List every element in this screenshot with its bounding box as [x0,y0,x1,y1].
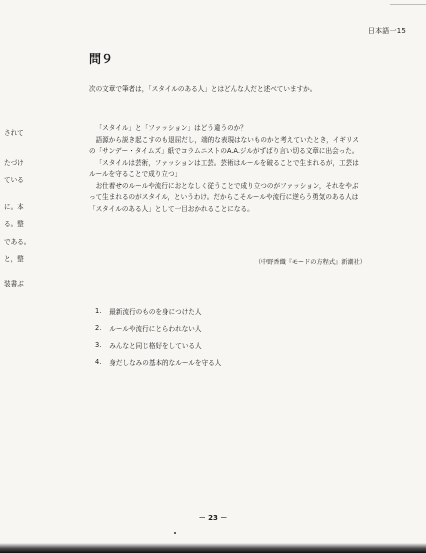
margin-fragment: である。 [4,238,31,246]
option-number: 3. [95,340,102,349]
option-number: 1. [95,306,102,315]
margin-fragment: と，整 [4,255,24,263]
answer-option[interactable] [95,336,221,353]
answer-option[interactable] [95,353,221,370]
margin-fragment: ている [4,176,24,184]
question-title: 問９ [89,52,114,66]
option-number: 4. [95,357,102,366]
option-text: ルールや流行にとらわれない人 [109,324,202,333]
margin-fragment: されて [4,129,24,137]
answer-options [95,302,221,370]
passage-source: （中野香織『モードの方程式』新潮社） [254,259,366,266]
passage-paragraph: 「スタイル」と「ファッション」はどう違うのか？ [95,124,247,132]
scan-shadow [0,543,426,553]
passage [89,123,359,215]
option-number: 2. [95,323,102,332]
passage-paragraph: 語源から説き起こすのも退屈だし，端的な表現はないものかと考えていたとき，イギリスの「サンデー・タイムズ」紙でコラムニストのA.A.ジルがずばり言い切る文章に出会った。 [89,135,359,155]
option-text: 身だしなみの基本的なルールを守る人 [109,358,222,367]
scan-edge [390,4,426,5]
margin-fragment: る。整 [4,220,24,228]
option-text: みんなと同じ格好をしている人 [109,341,202,350]
option-text: 最新流行のものを身につけた人 [109,307,202,316]
page-header: 日本語一15 [367,27,406,35]
passage-paragraph: お仕着せのルールや流行におとなしく従うことで成り立つのがファッション，それをやぶって生まれるのがスタイル，というわけ。だからこそルールや流行に逆らう勇気のある人は「スタイルのある人」として一目おかれることになる。 [89,181,359,213]
margin-fragment: たづけ [4,159,24,167]
margin-fragment: に。本 [4,203,24,211]
answer-option[interactable] [95,319,221,336]
question-prompt: 次の文章で筆者は，「スタイルのある人」とはどんな人だと述べていますか。 [89,85,317,93]
margin-fragment: 装書ぶ [4,280,24,288]
page-number: － 23 － [198,514,228,522]
passage-paragraph: 「スタイルは芸術，ファッションは工芸。芸術はルールを破ることで生まれるが，工芸はルールを守ることで成り立つ」 [89,158,359,178]
scan-speck [174,532,176,534]
answer-option[interactable] [95,302,221,319]
